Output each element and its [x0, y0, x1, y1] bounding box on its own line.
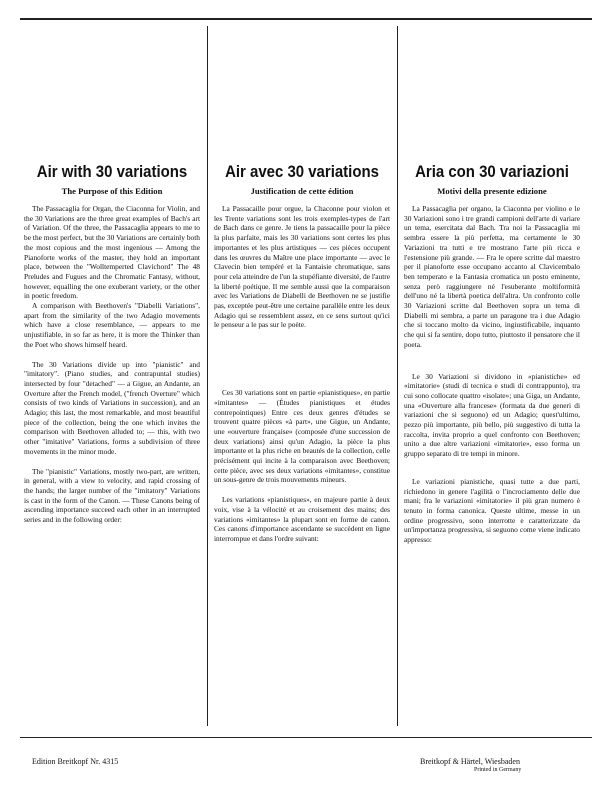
english-paragraph-4: The "pianistic" Variations, mostly two-part, are written, in general, with a view to velocity, and rapid crossing of the hands; the larger number of the "imitatory" Variations is cast in the form of the Canon. — These Canons being of ascending importance succeed each other in an interrupted series and in the following order: — [24, 466, 200, 525]
french-paragraph-3: Les variations «pianistiques», en majeure partie à deux voix, vise à la vélocité et au croisement des mains; des variations «imitantes» la plupart sont en forme de canon. Ces canons d'importance ascendante se succèdent en ligne interrompue et dans l'ordre suivant: — [214, 495, 390, 543]
bottom-rule — [20, 737, 592, 738]
english-title: Air with 30 variations — [36, 162, 188, 181]
english-column — [24, 162, 200, 525]
column-divider-2 — [397, 26, 398, 726]
french-paragraph-2: Ces 30 variations sont en partie «pianistiques», en partie «imitantes» — (Études pianistiques et études contrepointiques) Entre ces deux genres d'études se trouvent quatre pièces «à part», une Gigue, un Andante, une «ouverture française» (composée d'une succession de deux variations) ainsi qu'un Adagio, la pièce la plus importante et la plus riche en beautés de la collection, celle précisément qui incite à la comparaison avec Beethoven; cette pièce, avec ses deux variations «imitantes», constitue un sous-genre de trois mouvements mineurs. — [214, 388, 390, 485]
english-paragraph-2: A comparison with Beethoven's "Diabelli Variations", apart from the similarity of the two Adagio movements which have a close resemblance, — appears to me unjustifiable, in so far as here, it is more the Thinker than the Poet who shows himself heard. — [24, 301, 200, 349]
footer-printed-note: Printed in Germany — [474, 767, 522, 773]
french-subtitle: Justification de cette édition — [250, 186, 354, 196]
italian-subtitle: Motivi della presente edizione — [437, 186, 547, 196]
footer-publisher: Breitkopf & Härtel, Wiesbaden — [420, 757, 520, 766]
english-paragraph-1: The Passacaglia for Organ, the Ciaconna for Violin, and the 30 Variations are the three great examples of Bach's art of Variation. Of the three, the Passacaglia appears to me to be the most perfect, but the 30 Variations are certainly both the most copious and the most ingenious — Among the Pianoforte works of the master, they hold an important place, between the "Wolltemperted Clavichord" The 48 Preludes and Fugues and the Chromatic Fantasy, without, however, equalling the one exuberant variety, or the other in poetic freedom. — [24, 204, 200, 301]
italian-paragraph-2: Le 30 Variazioni si dividono in «pianistiche» ed «imitatorie» (studi di tecnica e studi di contrappunto), tra cui sono collocate quattro «isolate»; una Giga, un Andante, una «Ouverture alla francese» (formata da due generi di variazioni che si seguono) ed un Adagio; quest'ultimo, pezzo più importante, più bello, più suggestivo di tutta la raccolta, invita proprio a quel confronto con Beethoven; unito a due altre variazioni «imitatorie», esso forma un gruppo separato di tre tempi in minore. — [404, 371, 580, 459]
column-divider-1 — [207, 26, 208, 726]
italian-paragraph-3: Le variazioni pianistiche, quasi tutte a due parti, richiedono in genere l'agilità o l'incrociamento delle due mani; fra le variazioni «imitatorie» il più gran numero è tenuto in forma canonica. Queste ultime, messe in un ordine progressivo, sono interrotte e caratterizzate da un'importanza progressiva, si seguono come viene indicato appresso: — [404, 476, 580, 545]
french-title: Air avec 30 variations — [225, 162, 379, 181]
french-paragraph-1: La Passacaille pour orgue, la Chaconne pour violon et les Trente variations sont les trois exemples-types de l'art de Bach dans ce genre. Je tiens la passacaille pour la pièce la plus parfaite, mais les 30 variations sont certes les plus importantes et les plus artistiques — ces pièces occupent dans les œuvres du Maître une place importante — avec le Clavecin bien tempéré et la Fantaisie chromatique, sans pour cela atteindre de l'un la stupéfiante diversité, de l'autre la liberté poétique. Il me semble aussi que la comparaison avec les Variations de Diabelli de Beethoven ne se justifie pas, exceptée peut-être une certaine parallèle entre les deux Adagio qui se ressemblent assez, en ce sens surtout qu'ici le penseur a le pas sur le poète. — [214, 204, 390, 330]
french-column — [214, 162, 390, 544]
footer-edition-number: Edition Breitkopf Nr. 4315 — [32, 757, 119, 766]
italian-paragraph-1: La Passacaglia per organo, la Ciaconna per violino e le 30 Variazioni sono i tre grandi campioni dell'arte di variare un tema, esercitata dal Bach. Tra noi la Passacaglia mi sembra essere la più perfetta, ma certamente le 30 Variazioni tra tutti e tre mostrano l'arte più ricca e l'estensione più grande. — Fra le opere scritte dal maestro per il pianoforte esse occupano accanto al Clavicembalo ben temperato e la Fantasia cromatica un posto eminente, senza però raggiungere né l'esuberante moltiformità dell'uno né la libertà poetica dell'altra. Un confronto colle 30 Variazioni scritte dal Beethoven sopra un tema di Diabelli mi sembra, a parte un paragone tra i due Adagio che si toccano molto da vicino, ingiustificabile, inquanto che qui si fa sentire, dopo tutto, piuttosto il pensatore che il poeta. — [404, 204, 580, 349]
english-paragraph-3: The 30 Variations divide up into "pianistic" and "imitatory". (Piano studies, and contrapuntal studies) intersected by four "detached" — a Gigue, an Andante, an Overture after the French model, ("french Overture" which consists of two kinds of Variations in succession), and an Adagio; this last, the most remarkable, and most beautiful piece of the collection, being the one which invites the comparison with Beethoven alluded to; — this, with two other "imitative" Variations, forms a subdivision of three movements in the minor mode. — [24, 359, 200, 456]
top-rule — [20, 18, 592, 20]
english-subtitle: The Purpose of this Edition — [61, 186, 163, 196]
italian-column — [404, 162, 580, 545]
italian-title: Aria con 30 variazioni — [415, 162, 569, 181]
